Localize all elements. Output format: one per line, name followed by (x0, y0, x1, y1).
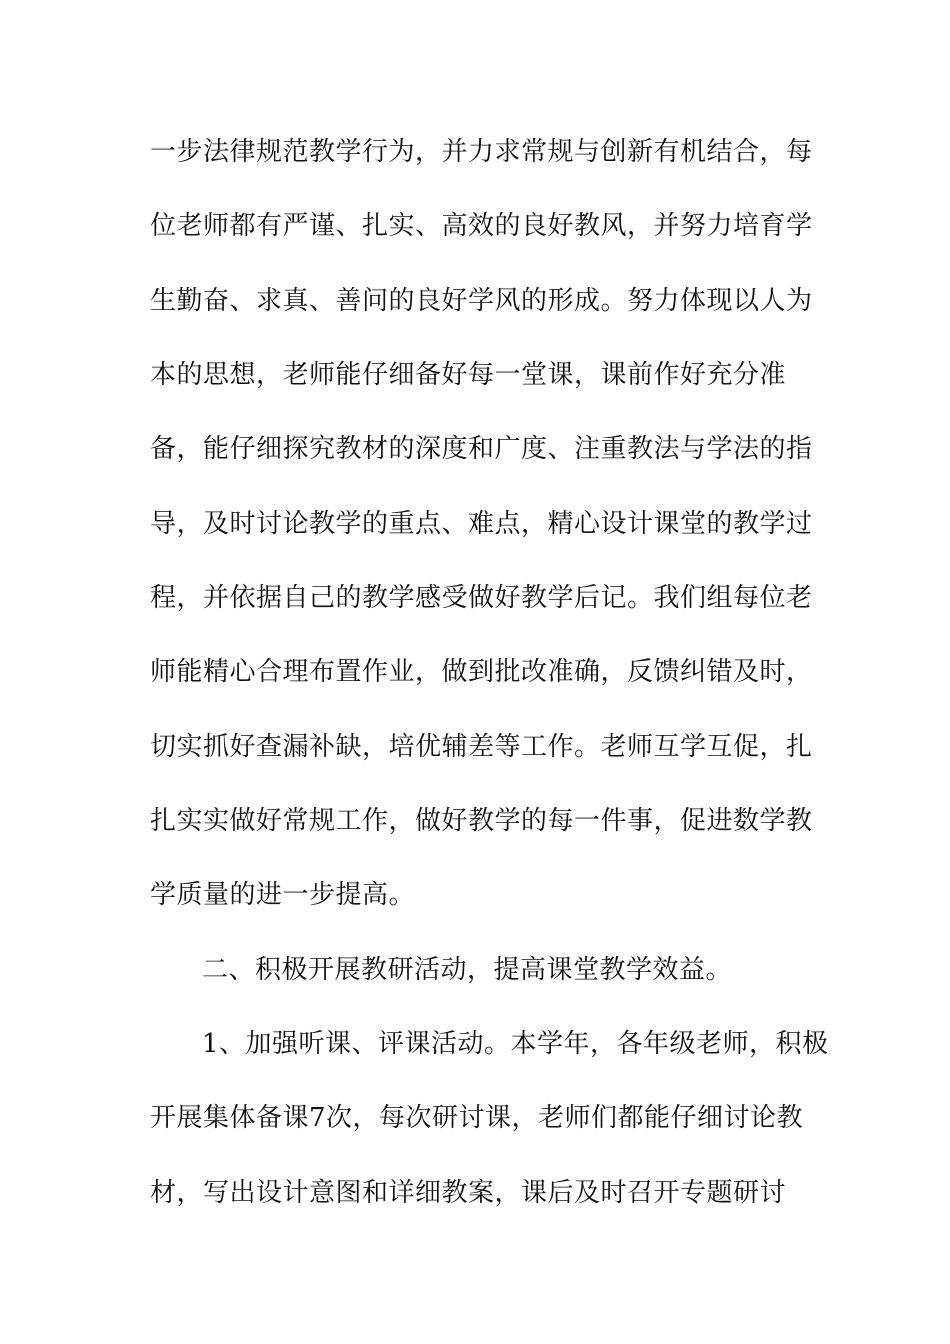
text-line-9: 切实抓好查漏补缺，培优辅差等工作。老师互学互促，扎 (150, 732, 813, 762)
text-line-10: 扎实实做好常规工作，做好教学的每一件事，促进数学教 (150, 806, 813, 836)
text-line-5: 备，能仔细探究教材的深度和广度、注重教法与学法的指 (150, 434, 813, 464)
text-line-1: 一步法律规范教学行为，并力求常规与创新有机结合，每 (150, 137, 813, 167)
text-line-2: 位老师都有严谨、扎实、高效的良好教风，并努力培育学 (150, 211, 813, 241)
text-line-6: 导，及时讨论教学的重点、难点，精心设计课堂的教学过 (150, 509, 813, 539)
text-line-8: 师能精心合理布置作业，做到批改准确，反馈纠错及时， (150, 657, 813, 687)
text-line-13: 1、加强听课、评课活动。本学年，各年级老师，积极 (202, 1029, 829, 1059)
section-heading: 二、积极开展教研活动，提高课堂教学效益。 (202, 955, 733, 985)
text-line-14: 开展集体备课7次，每次研讨课，老师们都能仔细讨论教 (150, 1103, 804, 1133)
text-line-7: 程，并依据自己的教学感受做好教学后记。我们组每位老 (150, 583, 813, 613)
text-line-15: 材，写出设计意图和详细教案，课后及时召开专题研讨 (150, 1178, 787, 1208)
text-line-11: 学质量的进一步提高。 (150, 880, 416, 910)
text-line-4: 本的思想，老师能仔细备好每一堂课，课前作好充分准 (150, 360, 787, 390)
text-line-3: 生勤奋、求真、善问的良好学风的形成。努力体现以人为 (150, 286, 813, 316)
